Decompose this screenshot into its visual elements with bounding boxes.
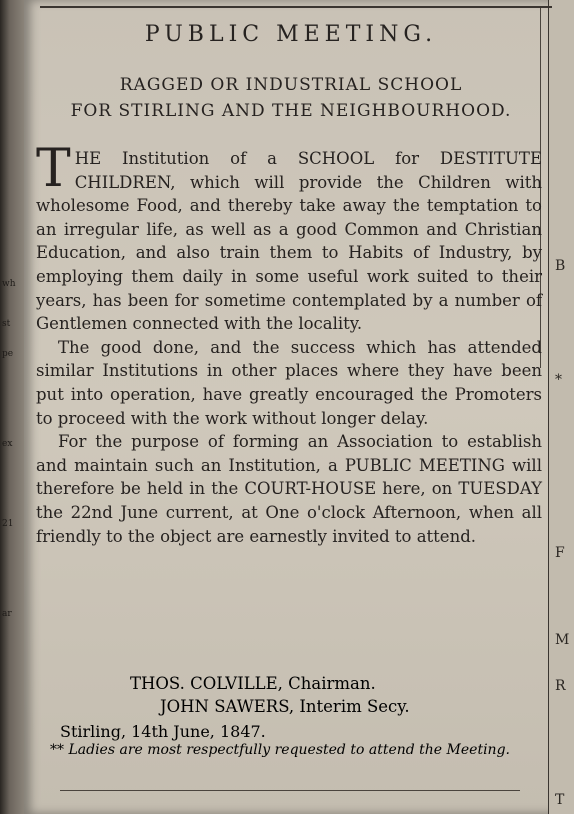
- left-fragment: pe: [2, 349, 14, 359]
- signature-chairman: THOS. COLVILLE, Chairman.: [130, 674, 376, 693]
- advertisement: [30, 10, 552, 548]
- drop-cap: T: [36, 139, 71, 199]
- ad-body: [30, 139, 552, 548]
- right-fragment: M: [555, 632, 570, 648]
- paragraph-3: For the purpose of forming an Association to establish and maintain such an Institution, a PUBLIC MEETING will therefore be held in the COURT-HOUSE here, on TUESDAY the 22nd June current, at One o'clock Afternoon, when all friendly to the object are earnestly invited to attend.: [36, 432, 542, 546]
- ad-subheading-1: RAGGED OR INDUSTRIAL SCHOOL: [119, 75, 463, 95]
- right-fragment: R: [555, 678, 566, 694]
- place-date: Stirling, 14th June, 1847.: [60, 722, 266, 741]
- right-fragment: T: [555, 792, 565, 808]
- paragraph-2: The good done, and the success which has attended similar Institutions in other places where they have been put into operation, have greatly encouraged the Promoters to proceed with the work without longer delay.: [36, 337, 542, 428]
- right-fragment: B: [555, 258, 566, 274]
- bottom-rule: [60, 790, 520, 791]
- top-rule: [40, 6, 552, 8]
- paragraph-1: [36, 139, 542, 336]
- left-fragment: ex: [2, 439, 13, 449]
- ladies-note: ** Ladies are most respectfully requested to attend the Meeting.: [50, 742, 510, 758]
- left-fragment: st: [2, 319, 11, 329]
- signatures: [130, 672, 410, 718]
- paragraph-1-text: HE Institution of a SCHOOL for DESTITUTE CHILDREN, which will provide the Children with wholesome Food, and thereby take away the temptation to an irregular life, as well as a good Common and Christian Education, and also train them to Habits of Industry, by employing them daily in some useful work suited to their years, has been for sometime contemplated by a number of Gentlemen connected with the locality.: [36, 149, 542, 334]
- left-page-edge: [0, 0, 24, 814]
- left-fragment: 21: [2, 519, 14, 529]
- right-fragment: *: [555, 372, 562, 388]
- signature-secretary: JOHN SAWERS, Interim Secy.: [160, 697, 410, 716]
- right-fragment: F: [555, 545, 565, 561]
- left-fragment: ar: [2, 609, 12, 619]
- left-fragment: wh: [2, 279, 16, 289]
- ad-title: PUBLIC MEETING.: [144, 22, 438, 47]
- ad-subheading-2: FOR STIRLING AND THE NEIGHBOURHOOD.: [70, 101, 512, 121]
